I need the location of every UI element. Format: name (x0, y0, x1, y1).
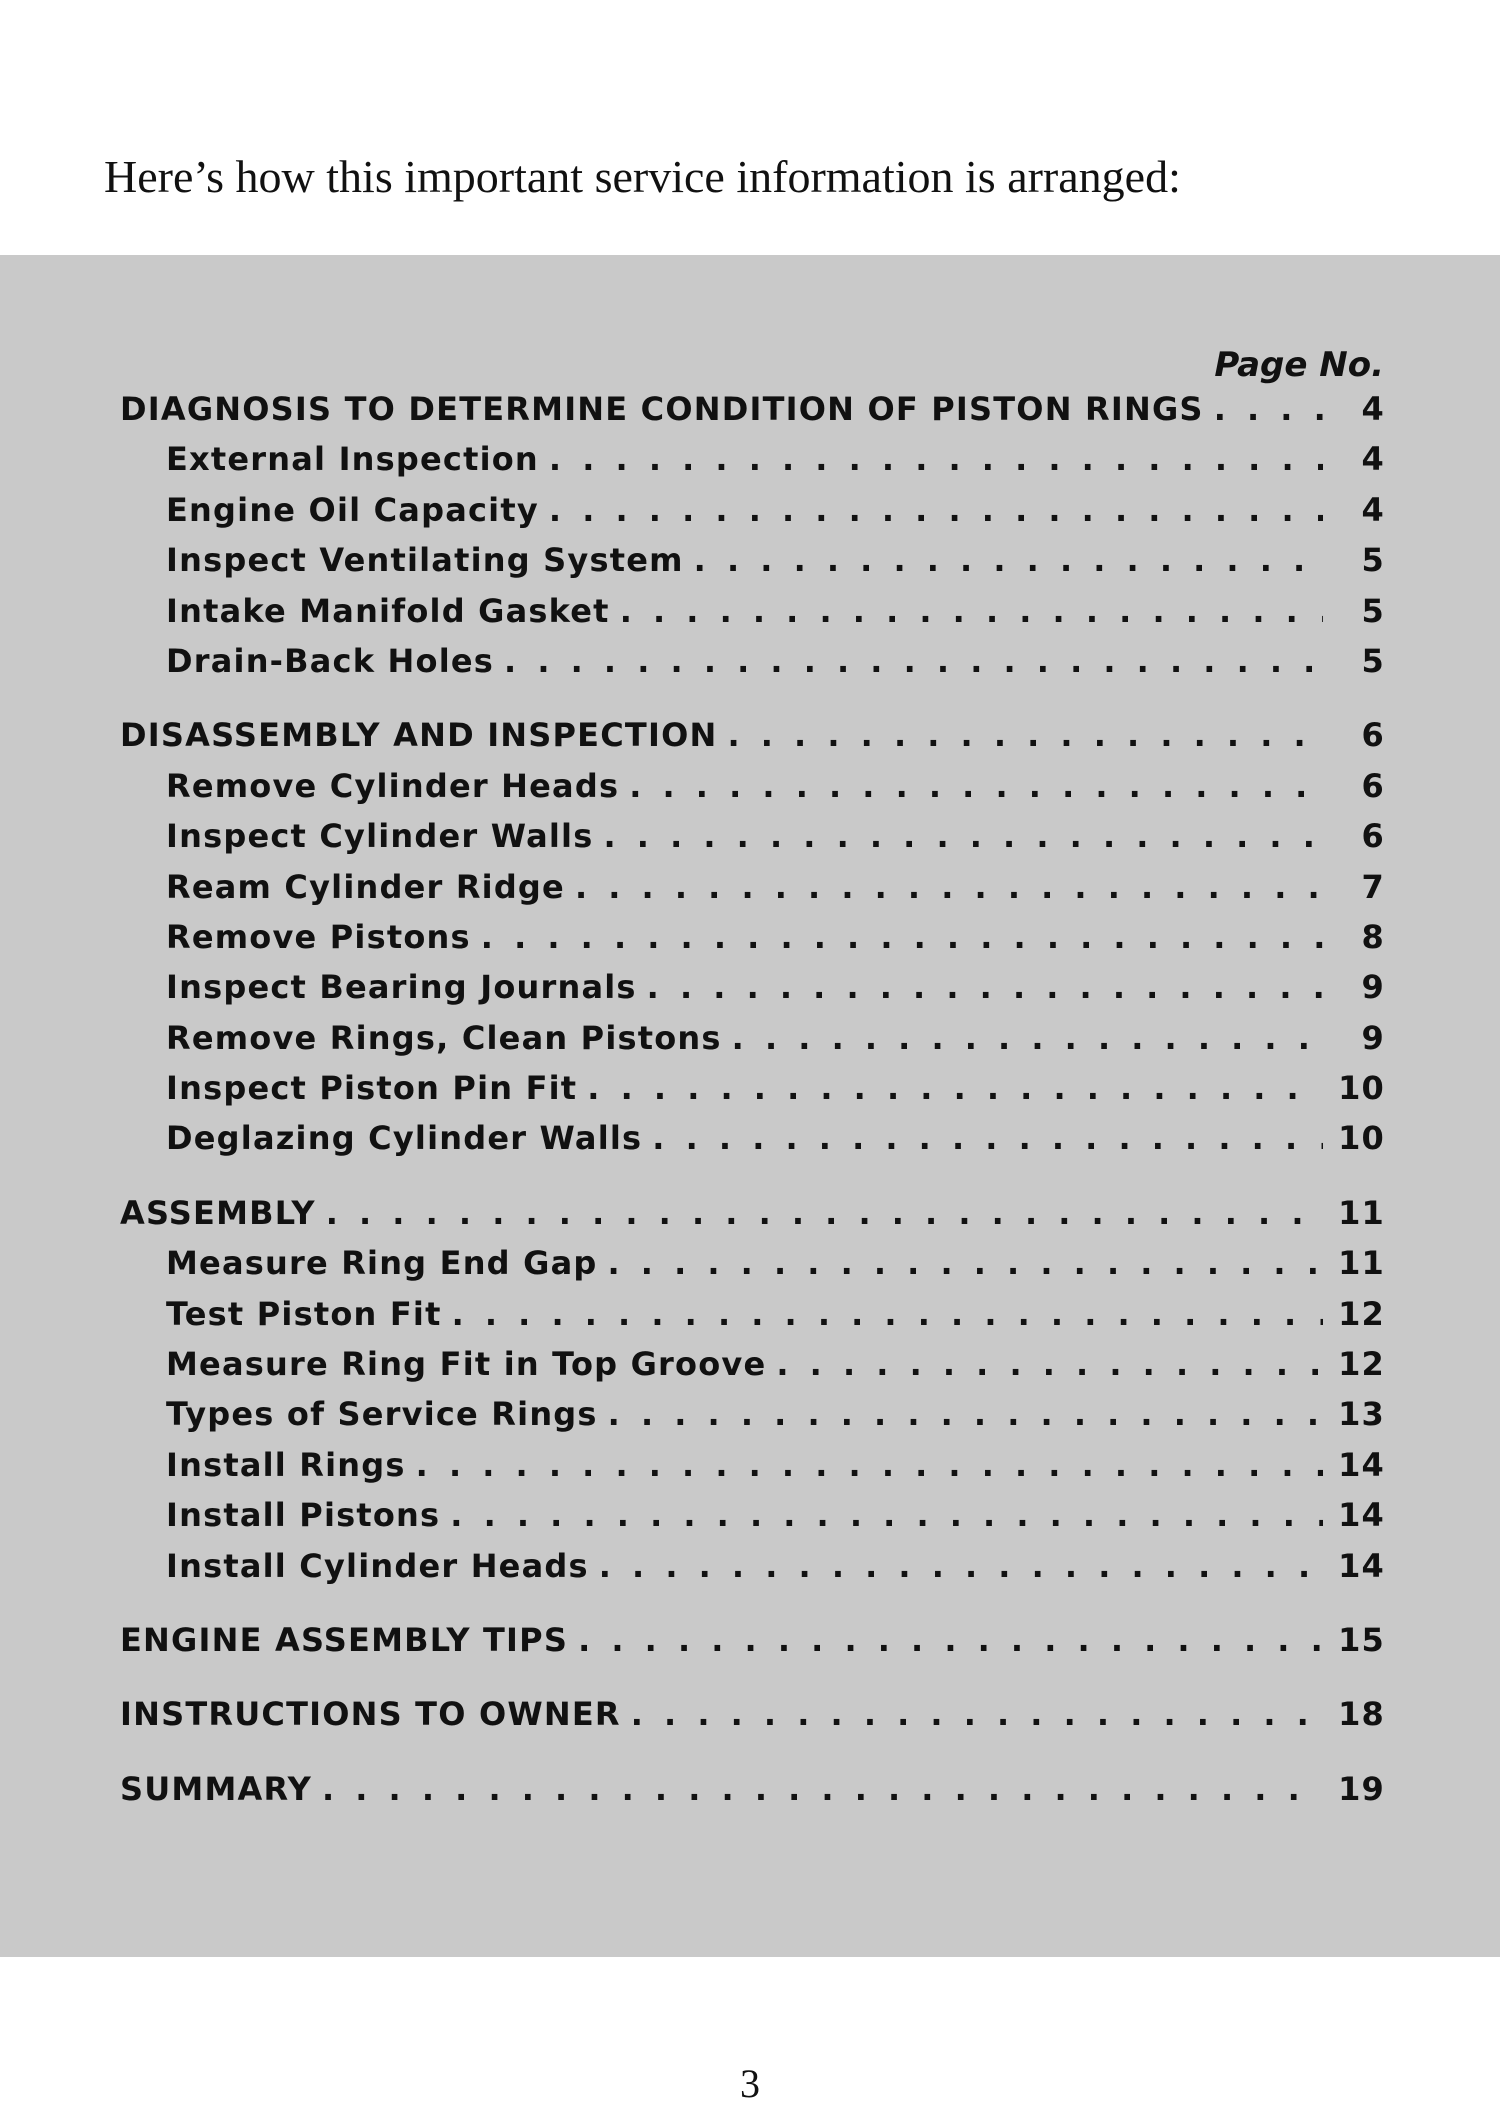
toc-section-row (120, 1621, 1385, 1671)
dot-leader (599, 1547, 1323, 1585)
dot-leader (629, 767, 1323, 805)
toc-section-row (120, 1695, 1385, 1745)
toc-item-row (120, 491, 1385, 541)
toc-item-row (120, 1395, 1385, 1445)
toc-section (120, 1621, 1385, 1671)
dot-leader (549, 491, 1323, 529)
toc-item-label: Remove Cylinder Heads (166, 766, 620, 805)
toc-item-row (120, 440, 1385, 490)
toc-page-number: 14 (1338, 1546, 1385, 1585)
toc-page-number: 9 (1361, 968, 1385, 1007)
toc-item-label: Install Pistons (166, 1496, 441, 1535)
dot-leader (603, 817, 1323, 855)
toc-page-number: 4 (1361, 490, 1385, 529)
toc-item-label: Inspect Cylinder Walls (166, 817, 594, 856)
toc-page-number: 12 (1338, 1345, 1385, 1384)
page-no-heading: Page No. (1214, 345, 1384, 385)
toc-page-number: 13 (1338, 1395, 1385, 1434)
dot-leader (608, 1395, 1323, 1433)
toc-item-label: Ream Cylinder Ridge (166, 867, 565, 906)
toc-page-number: 6 (1361, 766, 1385, 805)
dot-leader (776, 1345, 1323, 1383)
toc-section-title: DIAGNOSIS TO DETERMINE CONDITION OF PISTON RINGS (120, 390, 1204, 428)
toc-page-number: 5 (1361, 591, 1385, 630)
toc-section-row (120, 1770, 1385, 1820)
toc-page-number: 8 (1361, 917, 1385, 956)
dot-leader (727, 716, 1323, 754)
dot-leader (575, 868, 1323, 906)
toc-section-title: DISASSEMBLY AND INSPECTION (120, 716, 718, 755)
toc-item-label: Remove Pistons (166, 917, 471, 956)
toc-page-number: 5 (1361, 641, 1385, 680)
toc-section (120, 390, 1385, 692)
toc-page-number: 10 (1338, 1069, 1385, 1108)
toc-item-label: Remove Rings, Clean Pistons (166, 1018, 722, 1057)
toc-page-number: 4 (1361, 390, 1385, 428)
dot-leader (452, 1295, 1323, 1333)
dot-leader (326, 1194, 1323, 1232)
toc-item-row (120, 817, 1385, 867)
table-of-contents (120, 390, 1385, 1844)
toc-page-number: 6 (1361, 817, 1385, 856)
toc-page-number: 14 (1338, 1496, 1385, 1535)
dot-leader (694, 541, 1323, 579)
toc-item-row (120, 1244, 1385, 1294)
toc-item-label: Types of Service Rings (166, 1395, 598, 1434)
toc-section (120, 1770, 1385, 1820)
toc-page-number: 11 (1338, 1244, 1385, 1283)
dot-leader (652, 1119, 1323, 1157)
dot-leader (450, 1496, 1323, 1534)
toc-section-row (120, 1194, 1385, 1244)
dot-leader (322, 1770, 1323, 1808)
dot-leader (1214, 390, 1323, 428)
toc-item-label: Measure Ring Fit in Top Groove (166, 1345, 767, 1384)
dot-leader (607, 1244, 1323, 1282)
toc-page-number: 7 (1361, 867, 1385, 906)
toc-item-row (120, 1069, 1385, 1119)
toc-page-number: 19 (1338, 1769, 1385, 1808)
dot-leader (481, 918, 1323, 956)
toc-section-row (120, 390, 1385, 440)
dot-leader (631, 1695, 1323, 1733)
toc-item-label: Install Cylinder Heads (166, 1546, 589, 1585)
toc-item-row (120, 1446, 1385, 1496)
toc-section-title: SUMMARY (120, 1769, 312, 1808)
toc-page-number: 6 (1361, 716, 1385, 755)
page-number: 3 (740, 2061, 760, 2106)
dot-leader (416, 1446, 1323, 1484)
toc-section-title: INSTRUCTIONS TO OWNER (120, 1695, 621, 1734)
toc-item-label: Inspect Piston Pin Fit (166, 1069, 578, 1108)
toc-item-label: Deglazing Cylinder Walls (166, 1119, 643, 1158)
toc-item-label: Measure Ring End Gap (166, 1244, 598, 1283)
toc-item-row (120, 1019, 1385, 1069)
toc-page-number: 15 (1338, 1620, 1385, 1659)
toc-item-row (120, 1295, 1385, 1345)
toc-item-row (120, 918, 1385, 968)
toc-item-row (120, 1119, 1385, 1169)
toc-section-row (120, 716, 1385, 766)
toc-item-label: Inspect Ventilating System (166, 541, 684, 580)
toc-item-row (120, 968, 1385, 1018)
intro-text: Here’s how this important service information is arranged: (104, 151, 1181, 202)
toc-page-number: 5 (1361, 541, 1385, 580)
toc-page-number: 11 (1338, 1193, 1385, 1232)
toc-section-title: ASSEMBLY (120, 1193, 316, 1232)
toc-section-title: ENGINE ASSEMBLY TIPS (120, 1620, 569, 1659)
toc-item-row (120, 1345, 1385, 1395)
toc-item-row (120, 1547, 1385, 1597)
toc-section (120, 1194, 1385, 1597)
dot-leader (732, 1019, 1323, 1057)
toc-item-row (120, 767, 1385, 817)
toc-section (120, 716, 1385, 1170)
toc-item-row (120, 642, 1385, 692)
toc-item-label: Test Piston Fit (166, 1294, 442, 1333)
toc-item-row (120, 592, 1385, 642)
toc-page-number: 9 (1361, 1018, 1385, 1057)
toc-page-number: 12 (1338, 1294, 1385, 1333)
toc-item-row (120, 1496, 1385, 1546)
dot-leader (578, 1621, 1323, 1659)
contents-panel (0, 255, 1500, 1957)
dot-leader (620, 592, 1323, 630)
toc-page-number: 4 (1361, 440, 1385, 479)
toc-page-number: 14 (1338, 1445, 1385, 1484)
toc-page-number: 18 (1338, 1695, 1385, 1734)
toc-page-number: 10 (1338, 1119, 1385, 1158)
toc-item-label: External Inspection (166, 440, 539, 479)
toc-item-row (120, 541, 1385, 591)
toc-item-label: Engine Oil Capacity (166, 490, 539, 529)
toc-item-label: Inspect Bearing Journals (166, 968, 637, 1007)
dot-leader (587, 1069, 1323, 1107)
toc-item-label: Drain-Back Holes (166, 641, 495, 680)
toc-section (120, 1695, 1385, 1745)
toc-item-label: Intake Manifold Gasket (166, 591, 610, 630)
toc-item-row (120, 868, 1385, 918)
toc-item-label: Install Rings (166, 1445, 406, 1484)
dot-leader (504, 642, 1323, 680)
dot-leader (647, 968, 1323, 1006)
dot-leader (549, 440, 1323, 478)
